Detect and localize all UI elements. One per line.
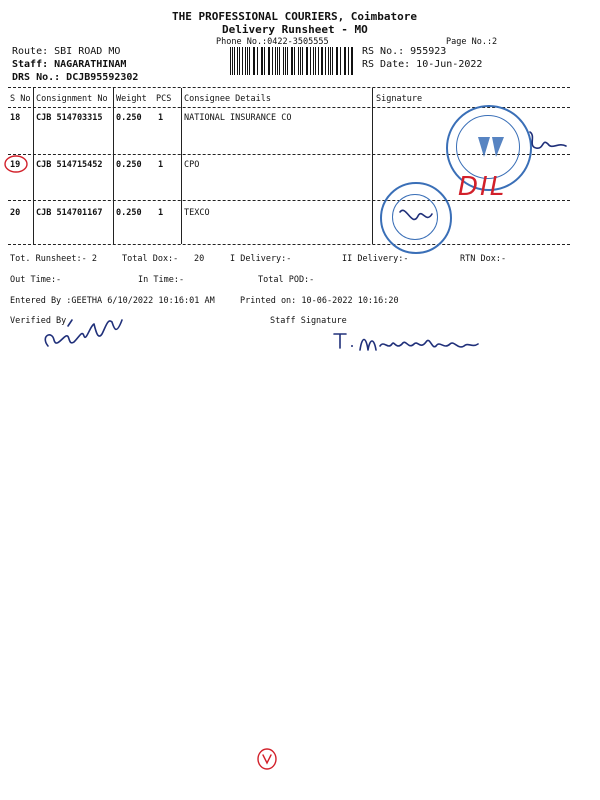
staff-signature-label: Staff Signature: [270, 316, 347, 326]
total-dox-value: 20: [194, 254, 205, 264]
red-mark: [254, 746, 280, 772]
drs-number: DRS No.: DCJB95592302: [12, 72, 139, 83]
table-bottom-rule: [8, 244, 570, 245]
col-weight: Weight: [116, 94, 147, 104]
barcode-bar: [315, 47, 316, 75]
document-title: Delivery Runsheet - MO: [222, 23, 368, 36]
row-consignment: CJB 514701167: [36, 208, 103, 218]
barcode-bar: [230, 47, 231, 75]
col-divider: [113, 88, 114, 244]
row-sno: 19: [10, 160, 21, 170]
staff-name: Staff: NAGARATHINAM: [12, 59, 127, 70]
texco-stamp: [380, 182, 452, 254]
col-signature: Signature: [376, 94, 423, 104]
row-sno: 20: [10, 208, 21, 218]
barcode-bar: [307, 47, 308, 75]
barcode-bar: [298, 47, 299, 75]
company-name: THE PROFESSIONAL COURIERS, Coimbatore: [172, 10, 418, 23]
barcode-bar: [237, 47, 238, 75]
ii-delivery: II Delivery:-: [342, 254, 409, 264]
staff-signature: [332, 328, 482, 358]
col-consignee: Consignee Details: [184, 94, 271, 104]
col-consignment: Consignment No: [36, 94, 108, 104]
barcode-bar: [272, 47, 273, 75]
row-consignee: TEXCO: [184, 208, 210, 218]
row-weight: 0.250: [116, 113, 142, 123]
delivered-remark: DIL: [458, 172, 507, 202]
barcode-bar: [332, 47, 333, 75]
col-divider: [372, 88, 373, 244]
out-time: Out Time:-: [10, 275, 62, 285]
tot-runsheet: Tot. Runsheet:- 2: [10, 254, 97, 264]
row-pcs: 1: [158, 208, 164, 218]
printed-on: Printed on: 10-06-2022 10:16:20: [240, 296, 399, 306]
col-sno: S No: [10, 94, 31, 104]
col-pcs: PCS: [156, 94, 172, 104]
texco-signature-mark: [382, 184, 450, 252]
signature-mark: [524, 126, 570, 160]
rs-number: RS No.: 955923: [362, 46, 447, 57]
phone-number: Phone No.:0422-3505555: [216, 37, 329, 47]
barcode-bar: [257, 47, 258, 75]
barcode-bar: [279, 47, 280, 75]
i-delivery: I Delivery:-: [230, 254, 292, 264]
barcode-bar: [249, 47, 250, 75]
in-time: In Time:-: [138, 275, 185, 285]
table-top-rule: [8, 87, 570, 88]
barcode-bar: [313, 47, 314, 75]
col-divider: [181, 88, 182, 244]
barcode-bar: [253, 47, 254, 75]
route: Route: SBI ROAD MO: [12, 46, 121, 57]
total-dox: Total Dox:-: [122, 254, 179, 264]
verified-by: Verified By: [10, 316, 67, 326]
barcode-bar: [264, 47, 265, 75]
barcode-bar: [340, 47, 341, 75]
page-number: Page No.:2: [446, 37, 498, 47]
barcode-bar: [330, 47, 331, 75]
col-divider: [33, 88, 34, 244]
barcode-bar: [275, 47, 276, 75]
row-pcs: 1: [158, 160, 164, 170]
row-sno: 18: [10, 113, 21, 123]
barcode-bar: [345, 47, 346, 75]
barcode-bar: [352, 47, 353, 75]
barcode-bar: [287, 47, 288, 75]
row-pcs: 1: [158, 113, 164, 123]
barcode: [230, 47, 355, 75]
rs-date: RS Date: 10-Jun-2022: [362, 59, 483, 70]
barcode-bar: [300, 47, 301, 75]
entered-by: Entered By :GEETHA 6/10/2022 10:16:01 AM: [10, 296, 215, 306]
row-weight: 0.250: [116, 160, 142, 170]
row-consignment: CJB 514703315: [36, 113, 103, 123]
barcode-bar: [325, 47, 326, 75]
rtn-dox: RTN Dox:-: [460, 254, 507, 264]
total-pod: Total POD:-: [258, 275, 315, 285]
row-consignment: CJB 514715452: [36, 160, 103, 170]
verifier-signature: [38, 306, 133, 358]
red-circle-mark: [2, 152, 32, 176]
row-consignee: NATIONAL INSURANCE CO: [184, 113, 292, 123]
row-consignee: CPO: [184, 160, 200, 170]
row-weight: 0.250: [116, 208, 142, 218]
barcode-bar: [239, 47, 240, 75]
